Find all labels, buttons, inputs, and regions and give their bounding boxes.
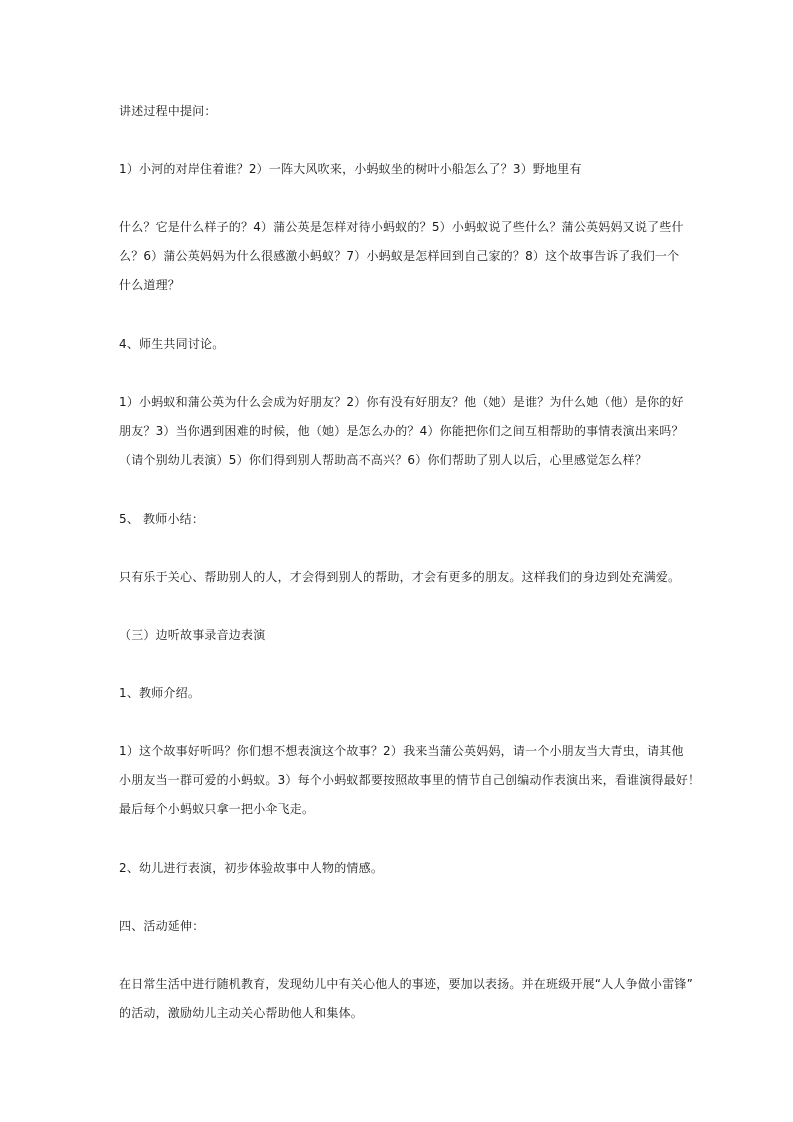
text-line: 4、师生共同讨论。	[119, 337, 225, 351]
text-line: 什么道理？	[119, 278, 181, 292]
text-line: 么？6）蒲公英妈妈为什么很感激小蚂蚁？7）小蚂蚁是怎样回到自己家的？8）这个故事告诉了我们一个	[119, 249, 680, 263]
text-line: 最后每个小蚂蚁只拿一把小伞飞走。	[119, 802, 315, 816]
text-line: 只有乐于关心、帮助别人的人，才会得到别人的帮助，才会有更多的朋友。这样我们的身边到处充满爱。	[119, 570, 681, 584]
text-line: 的活动，激励幼儿主动关心帮助他人和集体。	[119, 1006, 364, 1020]
text-line: 1）小蚂蚁和蒲公英为什么会成为好朋友？2）你有没有好朋友？他（她）是谁？为什么她（他）是你的好	[119, 395, 684, 409]
text-line: 小朋友当一群可爱的小蚂蚁。3）每个小蚂蚁都要按照故事里的情节自己创编动作表演出来，看谁演得最好！	[119, 773, 701, 787]
text-line: 1、教师介绍。	[119, 686, 201, 700]
text-line: 1）小河的对岸住着谁？2）一阵大风吹来，小蚂蚁坐的树叶小船怎么了？3）野地里有	[119, 162, 582, 176]
text-line: 四、活动延伸：	[119, 919, 205, 933]
text-line: 在日常生活中进行随机教育，发现幼儿中有关心他人的事迹，要加以表扬。并在班级开展“人人争做小雷锋”	[119, 977, 694, 991]
text-line: 什么？它是什么样子的？4）蒲公英是怎样对待小蚂蚁的？5）小蚂蚁说了些什么？蒲公英妈妈又说了些什	[119, 220, 684, 234]
text-line: 5、 教师小结：	[119, 512, 205, 526]
text-line: （请个别幼儿表演）5）你们得到别人帮助高不高兴？6）你们帮助了别人以后，心里感觉怎么样？	[119, 453, 648, 467]
text-line: 讲述过程中提问：	[119, 104, 217, 118]
text-line: 1）这个故事好听吗？你们想不想表演这个故事？2）我来当蒲公英妈妈，请一个小朋友当大青虫，请其他	[119, 744, 684, 758]
text-line: 朋友？3）当你遇到困难的时候，他（她）是怎么办的？4）你能把你们之间互相帮助的事情表演出来吗？	[119, 424, 684, 438]
text-line: （三）边听故事录音边表演	[119, 628, 266, 642]
text-line: 2、幼儿进行表演，初步体验故事中人物的情感。	[119, 861, 384, 875]
